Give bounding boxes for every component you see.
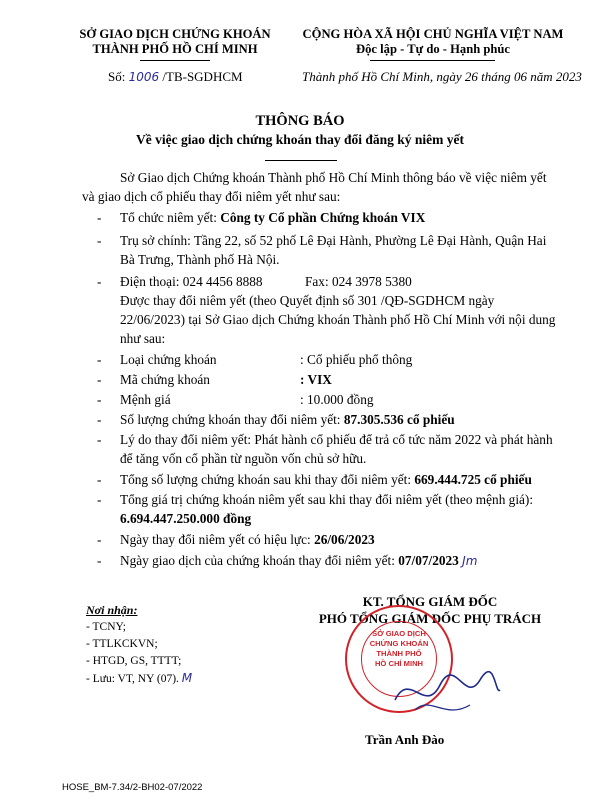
doc-no-prefix: Số: bbox=[108, 69, 126, 84]
bullet-dash: - bbox=[97, 553, 102, 568]
national-header bbox=[298, 27, 568, 57]
seal-text-line-4: HỒ CHÍ MINH bbox=[374, 659, 424, 668]
bullet-dash: - bbox=[97, 412, 102, 427]
effective-date-label: Ngày thay đổi niêm yết có hiệu lực: bbox=[120, 532, 311, 547]
qty-change bbox=[120, 412, 455, 428]
issuer-name-line1: SỞ GIAO DỊCH CHỨNG KHOÁN bbox=[79, 27, 271, 41]
effective-date-value: 26/06/2023 bbox=[314, 532, 375, 547]
bullet-dash: - bbox=[97, 210, 102, 225]
effective-date bbox=[120, 532, 375, 548]
form-code-footer: HOSE_BM-7.34/2-BH02-07/2022 bbox=[62, 782, 203, 793]
total-qty-label: Tổng số lượng chứng khoán sau khi thay đổi niêm yết: bbox=[120, 472, 412, 487]
listed-org-label: Tổ chức niêm yết: bbox=[120, 210, 217, 225]
recipient-item: - TCNY; bbox=[86, 621, 126, 633]
decision-line-1: Được thay đổi niêm yết (theo Quyết định số 301 /QĐ-SGDHCM ngày bbox=[120, 293, 495, 308]
security-type-value: : Cổ phiếu phổ thông bbox=[300, 352, 413, 367]
bullet-dash: - bbox=[97, 392, 102, 407]
issuer-underline bbox=[140, 60, 210, 61]
intro-line-1: Sở Giao dịch Chứng khoán Thành phố Hồ Chí Minh thông báo về việc niêm yết bbox=[120, 170, 547, 185]
ticker-label: Mã chứng khoán bbox=[120, 372, 210, 387]
reason-line-1: Lý do thay đổi niêm yết: Phát hành cổ phiếu để trả cổ tức năm 2022 và phát hành bbox=[120, 432, 553, 447]
total-value-value: 6.694.447.250.000 đồng bbox=[120, 511, 252, 526]
document-number bbox=[108, 69, 243, 85]
phone: Điện thoại: 024 4456 8888 bbox=[120, 274, 263, 289]
recipient-item-text: - Lưu: VT, NY (07). bbox=[86, 673, 179, 685]
bullet-dash: - bbox=[97, 352, 102, 367]
national-motto-line2: Độc lập - Tự do - Hạnh phúc bbox=[356, 42, 510, 56]
document-title: THÔNG BÁO bbox=[255, 113, 345, 129]
bullet-dash: - bbox=[97, 233, 102, 248]
reason-line-2: để tăng vốn cổ phần từ nguồn vốn chủ sở hữu. bbox=[120, 451, 367, 466]
total-qty-value: 669.444.725 cổ phiếu bbox=[414, 472, 532, 487]
title-underline bbox=[265, 160, 337, 161]
recipient-item bbox=[86, 671, 192, 687]
issuer-header bbox=[60, 27, 290, 57]
signer-name: Trần Anh Đào bbox=[365, 732, 445, 747]
fax: Fax: 024 3978 5380 bbox=[305, 274, 412, 289]
national-motto-line1: CỘNG HÒA XÃ HỘI CHỦ NGHĨA VIỆT NAM bbox=[302, 27, 564, 41]
issue-date: Thành phố Hồ Chí Minh, ngày 26 tháng 06 năm 2023 bbox=[302, 69, 582, 84]
seal-text-line-2: CHỨNG KHOÁN bbox=[369, 639, 429, 648]
seal-text-line-3: THÀNH PHỐ bbox=[376, 649, 422, 658]
headquarters-line-2: Bà Trưng, Thành phố Hà Nội. bbox=[120, 252, 280, 267]
total-qty bbox=[120, 472, 532, 488]
total-value-label: Tổng giá trị chứng khoán niêm yết sau khi thay đổi niêm yết (theo mệnh giá): bbox=[120, 492, 534, 507]
recipients-heading: Nơi nhận: bbox=[86, 603, 138, 617]
trading-date bbox=[120, 553, 477, 569]
qty-change-value: 87.305.536 cổ phiếu bbox=[343, 412, 455, 427]
signature-title-line-1: KT. TỔNG GIÁM ĐỐC bbox=[362, 594, 498, 609]
issuer-name-line2: THÀNH PHỐ HỒ CHÍ MINH bbox=[92, 42, 258, 56]
doc-no-handwritten: 1006 bbox=[128, 70, 160, 84]
document-subtitle: Về việc giao dịch chứng khoán thay đổi đăng ký niêm yết bbox=[135, 132, 464, 147]
intro-line-2: và giao dịch cổ phiếu thay đổi niêm yết như sau: bbox=[82, 189, 341, 204]
decision-line-3: như sau: bbox=[120, 331, 166, 346]
bullet-dash: - bbox=[97, 372, 102, 387]
bullet-dash: - bbox=[97, 492, 102, 507]
bullet-dash: - bbox=[97, 532, 102, 547]
initial-mark: M bbox=[181, 671, 193, 685]
motto-underline bbox=[370, 60, 495, 61]
security-type-label: Loại chứng khoán bbox=[120, 352, 217, 367]
ticker-value: : VIX bbox=[300, 372, 332, 387]
signature-title-line-2: PHÓ TỔNG GIÁM ĐỐC PHỤ TRÁCH bbox=[318, 611, 542, 626]
bullet-dash: - bbox=[97, 432, 102, 447]
recipient-item: - HTGD, GS, TTTT; bbox=[86, 655, 182, 667]
qty-change-label: Số lượng chứng khoán thay đổi niêm yết: bbox=[120, 412, 341, 427]
bullet-dash: - bbox=[97, 472, 102, 487]
handwritten-signature bbox=[385, 660, 505, 730]
listed-org-value: Công ty Cổ phần Chứng khoán VIX bbox=[220, 210, 426, 225]
trading-date-value: 07/07/2023 bbox=[398, 553, 459, 568]
recipient-item: - TTLKCKVN; bbox=[86, 638, 158, 650]
headquarters-line-1: Trụ sở chính: Tầng 22, số 52 phố Lê Đại Hành, Phường Lê Đại Hành, Quận Hai bbox=[120, 233, 547, 248]
seal-text-line-1: SỞ GIAO DỊCH bbox=[372, 629, 426, 638]
doc-no-suffix: /TB-SGDHCM bbox=[162, 69, 243, 84]
listed-org bbox=[120, 210, 425, 226]
initial-mark: Jm bbox=[462, 554, 478, 568]
bullet-dash: - bbox=[97, 274, 102, 289]
decision-line-2: 22/06/2023) tại Sở Giao dịch Chứng khoán Thành phố Hồ Chí Minh với nội dung bbox=[120, 312, 556, 327]
par-value-value: : 10.000 đồng bbox=[300, 392, 374, 407]
par-value-label: Mệnh giá bbox=[120, 392, 171, 407]
trading-date-label: Ngày giao dịch của chứng khoán thay đổi niêm yết: bbox=[120, 553, 395, 568]
